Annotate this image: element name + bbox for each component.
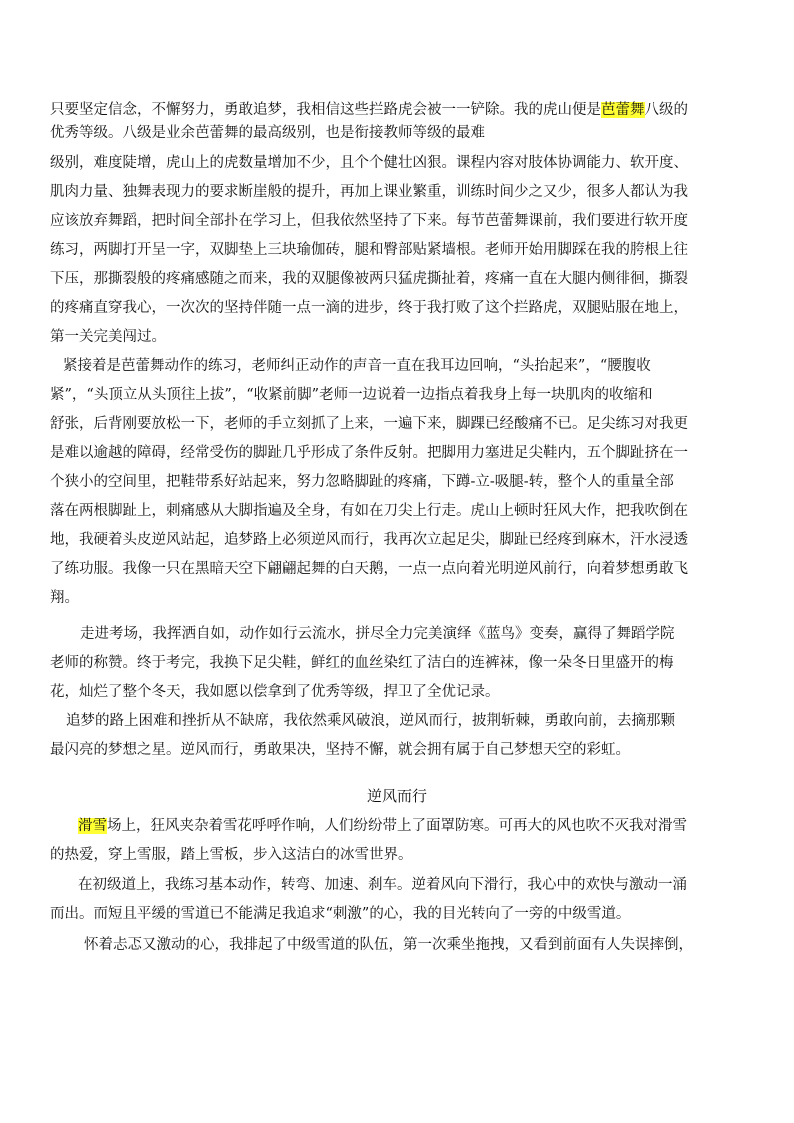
essay1-line-15: 落在两根脚趾上，刺痛感从大脚指遍及全身，有如在刀尖上行走。虎山上顿时狂风大作，把我吹倒在 [50, 503, 688, 519]
highlighted-term-ballet: 芭蕾舞 [601, 102, 645, 118]
essay1-line-4: 肌肉力量、独舞表现力的要求断崖般的提升，再加上课业繁重，训练时间少之又少，很多人都认为我 [50, 184, 688, 200]
essay1-line-21: 花，灿烂了整个冬天，我如愿以偿拿到了优秀等级，捍卫了全优记录。 [50, 684, 500, 700]
essay1-line-1 [50, 101, 688, 119]
essay2-line-2: 的热爱，穿上雪服，踏上雪板，步入这洁白的冰雪世界。 [50, 847, 413, 863]
essay1-line-14: 个狭小的空间里，把鞋带系好站起来，努力忽略脚趾的疼痛，下蹲-立-吸腿-转，整个人的重量全部 [50, 474, 674, 490]
essay1-line-9: 第一关完美闯过。 [50, 329, 166, 345]
essay1-line-22: 追梦的路上困难和挫折从不缺席，我依然乘风破浪，逆风而行，披荆斩棘，勇敢向前，去摘那颗 [66, 713, 675, 729]
essay1-line-19: 走进考场，我挥洒自如，动作如行云流水，拼尽全力完美演绎《蓝鸟》变奏，赢得了舞蹈学院 [80, 626, 675, 642]
essay2-line-1 [78, 817, 687, 835]
essay1-line-11: 紧”，“头顶立从头顶往上拔”，“收紧前脚”老师一边说着一边指点着我身上每一块肌肉的收缩和 [50, 387, 653, 403]
essay1-line-5: 应该放弃舞蹈，把时间全部扑在学习上，但我依然坚持了下来。每节芭蕾舞课前，我们要进行软开度 [50, 213, 688, 229]
essay1-line-10: 紧接着是芭蕾舞动作的练习，老师纠正动作的声音一直在我耳边回响，“头抬起来”，“腰腹收 [63, 358, 651, 374]
essay1-line-2: 优秀等级。八级是业余芭蕾舞的最高级别，也是衔接教师等级的最难 [50, 125, 485, 141]
essay1-line-13: 是难以逾越的障碍，经常受伤的脚趾几乎形成了条件反射。把脚用力塞进足尖鞋内，五个脚趾挤在一 [50, 445, 688, 461]
essay1-line-6: 练习，两脚打开呈一字，双脚垫上三块瑜伽砖，腿和臀部贴紧墙根。老师开始用脚踩在我的胯根上往 [50, 242, 688, 258]
essay2-line-5: 怀着忐忑又激动的心，我排起了中级雪道的队伍，第一次乘坐拖拽，又看到前面有人失误摔倒， [84, 937, 693, 953]
essay1-line-17: 了练功服。我像一只在黑暗天空下翩翩起舞的白天鹅，一点一点向着光明逆风前行，向着梦想勇敢飞 [50, 561, 688, 577]
essay2-line-3: 在初级道上，我练习基本动作，转弯、加速、刹车。逆着风向下滑行，我心中的欢快与激动一涌 [78, 877, 687, 893]
text-run: 只要坚定信念，不懈努力，勇敢追梦，我相信这些拦路虎会被一一铲除。我的虎山便是 [50, 102, 601, 118]
essay1-line-3: 级别，难度陡增，虎山上的虎数量增加不少，且个个健壮凶狠。课程内容对肢体协调能力、软开度、 [50, 155, 688, 171]
essay1-line-18: 翔。 [50, 590, 79, 606]
essay1-line-16: 地，我硬着头皮逆风站起，追梦路上必须逆风而行，我再次立起足尖，脚趾已经疼到麻木，汗水浸透 [50, 532, 688, 548]
essay2-line-4: 而出。而短且平缓的雪道已不能满足我追求“刺激”的心，我的目光转向了一旁的中级雪道。 [50, 906, 631, 922]
essay1-line-12: 舒张，后背刚要放松一下，老师的手立刻抓了上来，一遍下来，脚踝已经酸痛不已。足尖练习对我更 [50, 416, 688, 432]
essay1-line-23: 最闪亮的梦想之星。逆风而行，勇敢果决，坚持不懈，就会拥有属于自己梦想天空的彩虹。 [50, 742, 630, 758]
essay1-line-20: 老师的称赞。终于考完，我换下足尖鞋，鲜红的血丝染红了洁白的连裤袜，像一朵冬日里盛开的梅 [50, 655, 674, 671]
highlighted-term-skiing: 滑雪 [78, 818, 107, 834]
essay1-line-8: 的疼痛直穿我心，一次次的坚持伴随一点一滴的进步，终于我打败了这个拦路虎，双腿贴服在地上， [50, 300, 688, 316]
text-run: 场上，狂风夹杂着雪花呼呼作响，人们纷纷带上了面罩防寒。可再大的风也吹不灭我对滑雪 [107, 818, 687, 834]
essay1-line-7: 下压，那撕裂般的疼痛感随之而来，我的双腿像被两只猛虎撕扯着，疼痛一直在大腿内侧徘徊，撕裂 [50, 271, 688, 287]
essay2-title: 逆风而行 [366, 787, 427, 805]
text-run: 八级的 [644, 102, 688, 118]
